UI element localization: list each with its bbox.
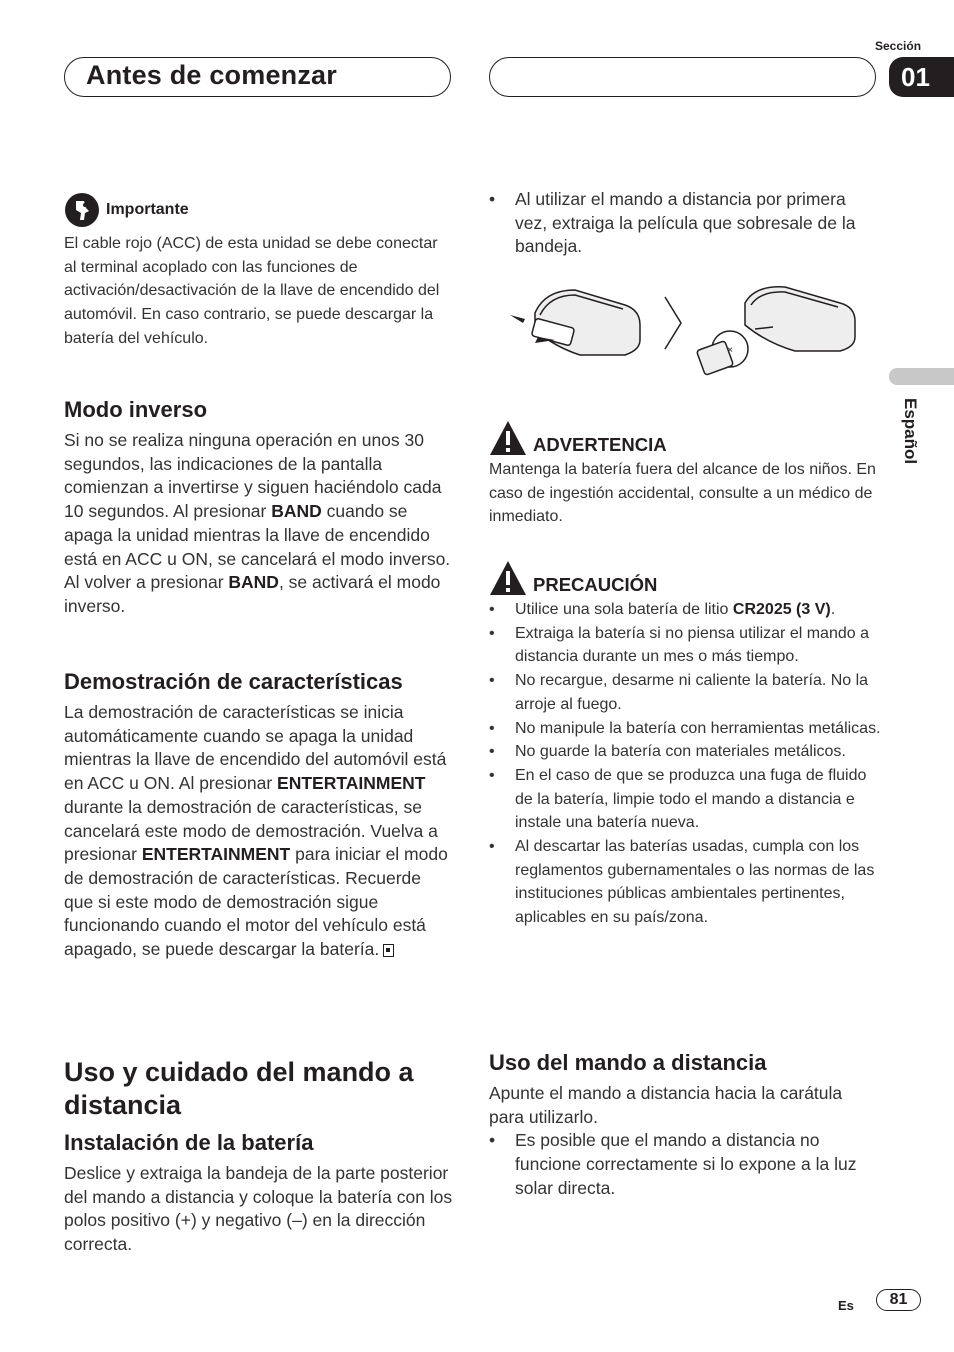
warning-icon [489, 420, 527, 456]
battery-plus-icon: × [727, 345, 733, 356]
section-label: Sección [875, 39, 922, 53]
list-item: • Extraiga la batería si no piensa utilizar el mando a distancia durante un mes o más tiempo. [489, 624, 869, 666]
list-item: • Al utilizar el mando a distancia por primera vez, extraiga la película que sobresale de la bandeja. [489, 189, 856, 257]
header-blank-box [489, 57, 876, 97]
uso-cuidado-heading: Uso y cuidado del mando a distancia [64, 1057, 414, 1120]
modo-inverso-section [64, 397, 454, 619]
important-note [64, 192, 452, 351]
step-chevron-icon [665, 297, 681, 349]
modo-inverso-text: Si no se realiza ninguna operación en unos 30 segundos, las indicaciones de la pantalla comienzan a invertirse y siguen haciéndolo cada 10 segundos. Al presionar BAND cuando se apaga la unidad mientras la llave de encendido está en ACC u ON, se cancelará el modo inverso. Al volver a presionar BAND, se activará el modo inverso. [64, 430, 451, 616]
demostracion-text: La demostración de características se inicia automáticamente cuando se apaga la unidad mientras la llave de encendido del automóvil está en ACC u ON. Al presionar ENTERTAINMENT durante la demostración de características, se cancelará este modo de demostración. Vuelva a presionar ENTERTAINMENT para iniciar el modo de demostración de características. Recuerde que si este modo de demostración sigue funcionando cuando el motor del vehículo está apagado, se puede descargar la batería. [64, 702, 448, 960]
important-icon [64, 192, 100, 228]
demostracion-section [64, 669, 454, 962]
important-label: Importante [106, 201, 189, 218]
important-text: El cable rojo (ACC) de esta unidad se debe conectar al terminal acoplado con las funciones de activación/desactivación de la llave de encendido del automóvil. En caso contrario, se puede descargar la batería del vehículo. [64, 235, 440, 347]
modo-inverso-heading: Modo inverso [64, 397, 208, 422]
remote-left [531, 290, 640, 355]
advertencia-text: Mantenga la batería fuera del alcance de los niños. En caso de ingestión accidental, consulte a un médico de inmediato. [489, 461, 876, 526]
instalacion-section [64, 1130, 454, 1257]
uso-cuidado-section [64, 1056, 454, 1122]
first-use-section [489, 188, 881, 259]
page-number: 81 [876, 1289, 921, 1311]
list-item: • Al descartar las baterías usadas, cumpla con los reglamentos gubernamentales o las normas de las instituciones públicas ambientales pertinentes, aplicables en su país/zona. [489, 838, 875, 927]
instalacion-heading: Instalación de la batería [64, 1130, 314, 1155]
page-title: Antes de comenzar [86, 60, 337, 90]
precaucion-label: PRECAUCIÓN [533, 574, 658, 595]
language-label: Español [901, 398, 920, 465]
uso-mando-text: Apunte el mando a distancia hacia la carátula para utilizarlo. [489, 1083, 843, 1127]
list-item: • No manipule la batería con herramientas metálicas. [489, 719, 881, 737]
list-item: • En el caso de que se produzca una fuga de fluido de la batería, limpie todo el mando a distancia e instale una batería nueva. [489, 766, 867, 832]
language-tab [889, 368, 954, 385]
remote-right [696, 287, 855, 376]
demostracion-heading: Demostración de características [64, 669, 403, 694]
advertencia-label: ADVERTENCIA [533, 434, 667, 455]
precaucion-box [489, 560, 881, 930]
list-item: • No guarde la batería con materiales metálicos. [489, 743, 846, 761]
caution-icon [489, 560, 527, 596]
precaucion-list [489, 598, 881, 930]
advertencia-box [489, 420, 879, 529]
list-item: • Utilice una sola batería de litio CR2025 (3 V). [489, 601, 836, 618]
end-mark-icon [383, 944, 394, 957]
list-item: • Es posible que el mando a distancia no funcione correctamente si lo expone a la luz solar directa. [489, 1130, 857, 1198]
list-item: • No recargue, desarme ni caliente la batería. No la arroje al fuego. [489, 672, 869, 713]
battery-tray-illustration [505, 285, 860, 380]
uso-mando-section [489, 1050, 881, 1201]
language-code: Es [838, 1298, 854, 1313]
instalacion-text: Deslice y extraiga la bandeja de la parte posterior del mando a distancia y coloque la batería con los polos positivo (+) y negativo (–) en la dirección correcta. [64, 1163, 453, 1255]
uso-mando-heading: Uso del mando a distancia [489, 1050, 767, 1075]
section-number: 01 [889, 57, 954, 97]
